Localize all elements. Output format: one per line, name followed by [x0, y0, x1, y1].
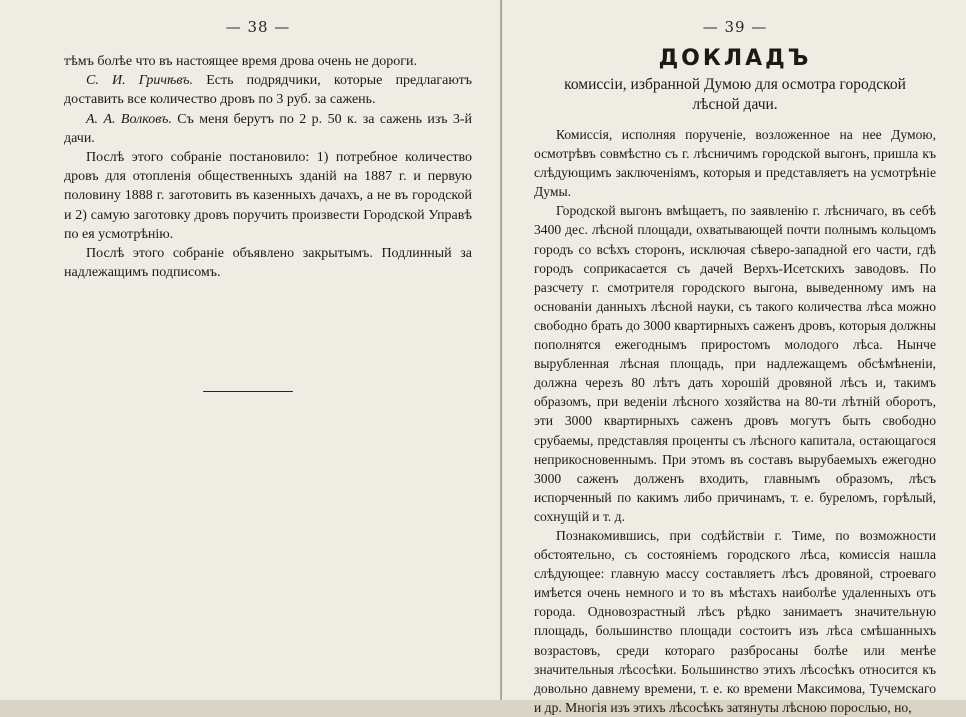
speaker-paragraph	[64, 71, 472, 109]
right-page	[502, 0, 966, 715]
speaker-text: Съ меня берутъ по 2 р. 50 к. за сажень изъ 3-й дачи.	[64, 111, 472, 146]
report-title: ДОКЛАДЪ	[658, 46, 812, 71]
paragraph: Комиссія, исполняя порученіе, возложенное на нее Думою, осмотрѣвъ совмѣстно съ г. лѣсничимъ городской выгонъ, пришла къ слѣдующимъ заключеніямъ, которыя и представляетъ на усмотрѣніе Думы.	[534, 127, 936, 200]
closing-paragraph: Послѣ этого собраніе объявлено закрытымъ. Подлинный за надлежащимъ подписомъ.	[64, 246, 472, 281]
report-body	[534, 125, 936, 717]
paragraph: тѣмъ болѣе что въ настоящее время дрова очень не дороги.	[64, 54, 417, 69]
report-subtitle: комиссіи, избранной Думою для осмотра городской лѣсной дачи.	[564, 76, 906, 113]
paragraph: Познакомившись, при содѣйствіи г. Тиме, по возможности обстоятельно, съ состояніемъ городского лѣса, комиссія нашла слѣдующее: главную массу составляетъ лѣсъ дровяной, строеваго имѣется очень немного и то въ мѣстахъ наиболѣе удаленныхъ отъ города. Одновозрастный лѣсъ рѣдко занимаетъ значительную площадь, большинство площади состоитъ изъ лѣса смѣшанныхъ возрастовъ, среди котораго разбросаны болѣе или менѣе значительныя лѣсосѣки. Большинство этихъ лѣсосѣкъ относится къ довольно давнему времени, т. е. ко времени Максимова, Тучемскаго и др. Многія изъ этихъ лѣсосѣкъ затянуты лѣсною порослью, но,	[534, 527, 936, 715]
speaker-name: С. И. Гричѣвъ.	[86, 73, 194, 89]
speaker-name: А. А. Волковъ.	[86, 111, 172, 127]
speaker-text: Есть подрядчики, которые предлагаютъ доставить все количество дровъ по 3 руб. за сажень.	[64, 73, 472, 108]
speaker-paragraph	[64, 110, 472, 148]
paragraph: Городской выгонъ вмѣщаетъ, по заявленію г. лѣсничаго, въ себѣ 3400 дес. лѣсной площади, охватывающей почти полнымъ кольцомъ городъ со всѣхъ сторонъ, исключая сѣверо-западной его части, гдѣ городъ соприкасается съ дачей Верхъ-Исетскихъ заводовъ. По разсчету г. смотрителя городского выгона, выведенному имъ на основаніи данныхъ лѣсной науки, съ такого количества лѣса можно свободно брать до 3000 квартирныхъ саженъ дровъ, которыя должны пополнятся ежегоднымъ приростомъ молодого лѣса. Нынче вырубленная лѣсная площадь, при надлежащемъ обсѣмѣненіи, должна черезъ 80 лѣтъ дать хорошій дровяной лѣсъ и, такимъ образомъ, при веденіи лѣсного хозяйства на 80-ти лѣтній оборотъ, эти 3000 квартирныхъ саженъ дровъ могутъ быть свободно срубаемы, представляя проценты съ лѣсного капитала, остающагося неприкосновеннымъ. При этомъ въ составъ вырубаемыхъ ежегодно 3000 саженъ долженъ входить, главнымъ образомъ, лѣсъ испорченный по какимъ либо причинамъ, т. е. буреломъ, горѣлый, сохнущій и т. д.	[534, 203, 936, 524]
page-number-right: — 39 —	[702, 18, 768, 36]
page-number-left: — 38 —	[225, 18, 291, 36]
section-divider	[203, 391, 293, 392]
resolution-paragraph: Послѣ этого собраніе постановило: 1) потребное количество дровъ для отопленія общественныхъ зданій на 1887 г. и первую половину 1888 г. заготовить въ казенныхъ дачахъ, а не въ городской и 2) самую заготовку дровъ поручить произвести Городской Управѣ по ея усмотрѣнію.	[64, 150, 472, 242]
